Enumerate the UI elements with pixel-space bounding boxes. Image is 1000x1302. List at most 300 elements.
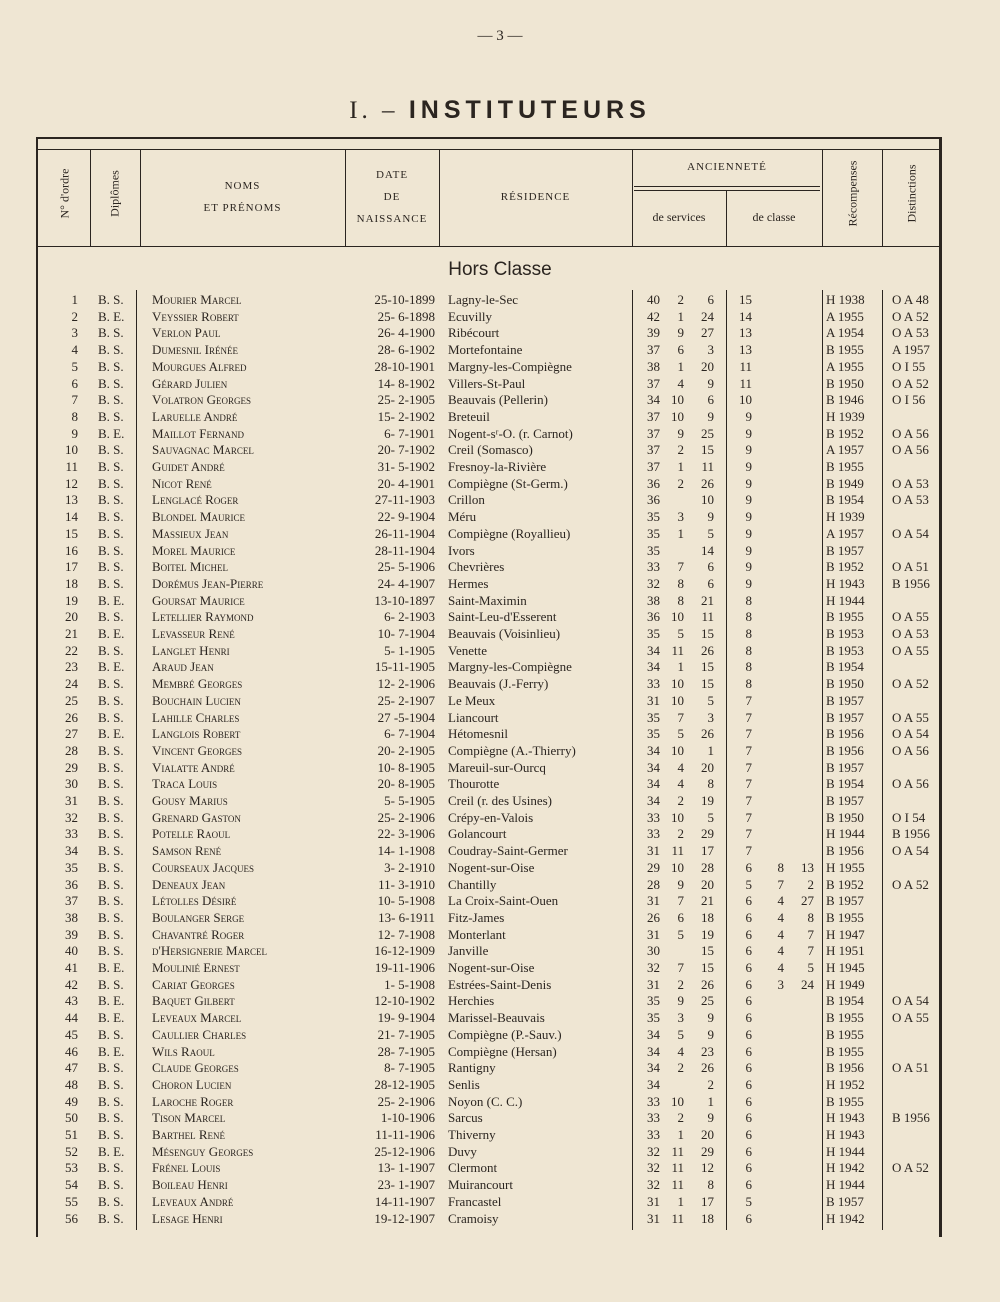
service-years-cell: 33 (647, 1093, 660, 1109)
service-days-cell: 9 (707, 408, 714, 424)
residence-cell: Rantigny (448, 1060, 496, 1076)
residence-cell: Herchies (448, 993, 495, 1009)
residence-cell: Fresnoy-la-Rivière (448, 459, 547, 474)
service-months-cell: 5 (677, 1026, 684, 1042)
service-years-cell: 37 (647, 442, 660, 458)
service-days-cell: 20 (701, 1127, 714, 1142)
class-years-cell: 6 (745, 1093, 752, 1109)
order-cell: 47 (65, 1060, 78, 1076)
service-days-cell: 3 (707, 342, 714, 358)
header-birth-line3: NAISSANCE (356, 213, 428, 225)
class-years-cell: 7 (745, 742, 752, 758)
residence-cell: Hétomesnil (448, 726, 508, 742)
residence-cell: Senlis (448, 1076, 480, 1092)
service-years-cell: 33 (647, 809, 660, 825)
service-days-cell: 6 (707, 559, 714, 575)
reward-cell: A 1957 (826, 525, 864, 541)
residence-cell: Coudray-Saint-Germer (448, 843, 568, 859)
name-cell: Baquet Gilbert (152, 993, 235, 1009)
name-cell: Gérard Julien (152, 375, 228, 391)
header-seniority: ANCIENNETÉ (687, 161, 767, 173)
diploma-cell: B. S. (98, 392, 124, 408)
birth-date-cell: 28- 6-1902 (377, 342, 435, 358)
distinction-cell: O A 56 (892, 742, 929, 758)
name-cell: Laruelle André (152, 408, 238, 424)
table-row (0, 726, 1000, 743)
order-cell: 51 (65, 1127, 78, 1142)
residence-cell: Clermont (448, 1160, 498, 1176)
table-row (0, 693, 1000, 710)
service-years-cell: 33 (647, 1110, 660, 1126)
order-cell: 6 (71, 375, 78, 391)
birth-date-cell: 20- 7-1902 (377, 442, 435, 458)
name-cell: Sauvagnac Marcel (152, 442, 254, 458)
class-years-cell: 9 (745, 525, 752, 541)
reward-cell: B 1957 (826, 759, 864, 775)
name-cell: Letellier Raymond (152, 609, 254, 625)
diploma-cell: B. S. (98, 1177, 124, 1193)
name-cell: Mourgues Alfred (152, 358, 247, 374)
class-years-cell: 8 (745, 626, 752, 641)
order-cell: 38 (65, 909, 78, 925)
name-cell: Lesage Henri (152, 1210, 223, 1226)
residence-cell: Thiverny (448, 1127, 496, 1142)
service-months-cell: 2 (677, 826, 684, 842)
service-years-cell: 31 (647, 926, 660, 942)
service-months-cell: 1 (677, 1193, 684, 1209)
order-cell: 8 (71, 408, 78, 424)
service-days-cell: 29 (701, 1143, 714, 1159)
diploma-cell: B. E. (98, 1010, 125, 1026)
service-days-cell: 25 (701, 993, 714, 1009)
service-months-cell: 1 (677, 1127, 684, 1142)
service-days-cell: 6 (707, 292, 714, 307)
service-months-cell: 6 (677, 909, 684, 925)
diploma-cell: B. S. (98, 1127, 124, 1142)
service-years-cell: 31 (647, 692, 660, 708)
diploma-cell: B. S. (98, 609, 124, 625)
order-cell: 23 (65, 659, 78, 675)
birth-date-cell: 25- 6-1898 (377, 308, 435, 324)
name-cell: Lenglacé Roger (152, 492, 239, 508)
table-row (0, 793, 1000, 810)
diploma-cell: B. S. (98, 876, 124, 892)
table-header (38, 149, 941, 247)
distinction-cell: O A 52 (892, 375, 929, 391)
header-names-line2: ET PRÉNOMS (203, 202, 282, 214)
birth-date-cell: 20- 2-1905 (377, 742, 435, 758)
reward-cell: H 1938 (826, 292, 865, 307)
order-cell: 15 (65, 525, 78, 541)
service-months-cell: 8 (677, 592, 684, 608)
header-rule (822, 150, 823, 246)
order-cell: 53 (65, 1160, 78, 1176)
diploma-cell: B. S. (98, 292, 124, 307)
diploma-cell: B. S. (98, 909, 124, 925)
distinction-cell: B 1956 (892, 1110, 930, 1126)
reward-cell: H 1939 (826, 509, 865, 525)
service-years-cell: 32 (647, 1177, 660, 1193)
class-years-cell: 8 (745, 609, 752, 625)
class-years-cell: 15 (739, 292, 752, 307)
residence-cell: Marissel-Beauvais (448, 1010, 545, 1026)
reward-cell: B 1946 (826, 392, 864, 408)
service-days-cell: 28 (701, 859, 714, 875)
birth-date-cell: 13- 1-1907 (377, 1160, 435, 1176)
service-days-cell: 18 (701, 1210, 714, 1226)
residence-cell: Lagny-le-Sec (448, 292, 519, 307)
class-years-cell: 9 (745, 442, 752, 458)
service-years-cell: 34 (647, 659, 660, 675)
service-years-cell: 35 (647, 525, 660, 541)
diploma-cell: B. S. (98, 342, 124, 358)
order-cell: 52 (65, 1143, 78, 1159)
birth-date-cell: 28-12-1905 (374, 1076, 435, 1092)
reward-cell: B 1955 (826, 342, 864, 358)
service-days-cell: 14 (701, 542, 714, 558)
service-days-cell: 9 (707, 1010, 714, 1026)
diploma-cell: B. S. (98, 325, 124, 341)
name-cell: Mésenguy Georges (152, 1143, 254, 1159)
birth-date-cell: 31- 5-1902 (377, 459, 435, 474)
class-years-cell: 9 (745, 542, 752, 558)
table-row (0, 1144, 1000, 1161)
class-years-cell: 14 (739, 308, 752, 324)
reward-cell: B 1953 (826, 626, 864, 641)
reward-cell: H 1945 (826, 960, 865, 975)
distinction-cell: O A 53 (892, 626, 929, 641)
residence-cell: Janville (448, 943, 489, 959)
residence-cell: Margny-les-Compiègne (448, 659, 572, 675)
service-years-cell: 37 (647, 425, 660, 441)
service-days-cell: 26 (701, 976, 714, 992)
name-cell: Chavantré Roger (152, 926, 245, 942)
name-cell: d'Hersignerie Marcel (152, 943, 268, 959)
service-days-cell: 20 (701, 759, 714, 775)
name-cell: Boitel Michel (152, 559, 228, 575)
class-years-cell: 7 (745, 809, 752, 825)
birth-date-cell: 14- 8-1902 (377, 375, 435, 391)
reward-cell: B 1955 (826, 1043, 864, 1059)
name-cell: Courseaux Jacques (152, 859, 254, 875)
order-cell: 24 (65, 676, 78, 692)
residence-cell: Crépy-en-Valois (448, 809, 534, 825)
table-row (0, 860, 1000, 877)
class-years-cell: 6 (745, 943, 752, 959)
class-years-cell: 6 (745, 1177, 752, 1193)
reward-cell: B 1954 (826, 776, 864, 792)
residence-cell: Creil (Somasco) (448, 442, 533, 458)
birth-date-cell: 10- 5-1908 (377, 893, 435, 909)
distinction-cell: O A 52 (892, 1160, 929, 1176)
order-cell: 37 (65, 893, 78, 909)
service-months-cell: 9 (677, 425, 684, 441)
service-months-cell: 10 (671, 676, 684, 692)
birth-date-cell: 19-12-1907 (374, 1210, 435, 1226)
table-row (0, 459, 1000, 476)
service-years-cell: 35 (647, 726, 660, 742)
residence-cell: Crillon (448, 492, 485, 508)
page-number: — 3 — (477, 28, 523, 44)
residence-cell: Le Meux (448, 692, 496, 708)
distinction-cell: O A 53 (892, 492, 929, 508)
order-cell: 4 (71, 342, 78, 358)
birth-date-cell: 5- 5-1905 (384, 793, 435, 808)
service-years-cell: 31 (647, 893, 660, 909)
table-row (0, 476, 1000, 493)
name-cell: Moulinié Ernest (152, 960, 240, 975)
name-cell: Wils Raoul (152, 1043, 215, 1059)
service-years-cell: 28 (647, 876, 660, 892)
service-days-cell: 26 (701, 475, 714, 491)
table-row (0, 325, 1000, 342)
residence-cell: Chantilly (448, 876, 497, 892)
diploma-cell: B. E. (98, 993, 125, 1009)
diploma-cell: B. S. (98, 709, 124, 725)
order-cell: 56 (65, 1210, 78, 1226)
order-cell: 16 (65, 542, 78, 558)
reward-cell: B 1955 (826, 1093, 864, 1109)
diploma-cell: B. S. (98, 459, 124, 474)
order-cell: 32 (65, 809, 78, 825)
header-distinctions: Distinctions (904, 164, 919, 223)
class-days-cell: 13 (801, 859, 814, 875)
residence-cell: Fitz-James (448, 909, 505, 925)
diploma-cell: B. S. (98, 676, 124, 692)
birth-date-cell: 14- 1-1908 (377, 843, 435, 859)
service-years-cell: 31 (647, 1193, 660, 1209)
class-years-cell: 11 (739, 375, 752, 391)
diploma-cell: B. S. (98, 475, 124, 491)
service-months-cell: 11 (671, 1210, 684, 1226)
class-years-cell: 7 (745, 759, 752, 775)
residence-cell: Saint-Leu-d'Esserent (448, 609, 557, 625)
header-service: de services (652, 210, 706, 224)
table-row (0, 960, 1000, 977)
birth-date-cell: 19-11-1906 (374, 960, 435, 975)
diploma-cell: B. S. (98, 575, 124, 591)
class-years-cell: 6 (745, 1110, 752, 1126)
order-cell: 31 (65, 793, 78, 808)
birth-date-cell: 15-11-1905 (374, 659, 435, 675)
class-years-cell: 9 (745, 492, 752, 508)
diploma-cell: B. S. (98, 525, 124, 541)
service-months-cell: 10 (671, 742, 684, 758)
table-row (0, 676, 1000, 693)
residence-cell: Compiègne (Royallieu) (448, 525, 571, 541)
service-days-cell: 1 (707, 1093, 714, 1109)
residence-cell: Duvy (448, 1143, 477, 1159)
service-years-cell: 34 (647, 759, 660, 775)
name-cell: Araud Jean (152, 659, 214, 675)
table-row (0, 1110, 1000, 1127)
service-days-cell: 12 (701, 1160, 714, 1176)
class-years-cell: 7 (745, 843, 752, 859)
reward-cell: B 1957 (826, 1193, 864, 1209)
table-row (0, 760, 1000, 777)
service-years-cell: 32 (647, 1143, 660, 1159)
order-cell: 2 (71, 308, 78, 324)
class-years-cell: 6 (745, 1127, 752, 1142)
residence-cell: Beauvais (J.-Ferry) (448, 676, 549, 692)
service-days-cell: 17 (701, 843, 714, 859)
class-months-cell: 4 (777, 893, 784, 909)
table-row (0, 543, 1000, 560)
class-months-cell: 7 (777, 876, 784, 892)
table-row (0, 1127, 1000, 1144)
table-row (0, 843, 1000, 860)
service-months-cell: 2 (677, 442, 684, 458)
distinction-cell: O A 53 (892, 475, 929, 491)
seniority-divider (634, 186, 820, 187)
table-row (0, 1010, 1000, 1027)
name-cell: Membré Georges (152, 676, 243, 692)
class-years-cell: 6 (745, 1026, 752, 1042)
class-days-cell: 8 (807, 909, 814, 925)
service-days-cell: 9 (707, 509, 714, 525)
service-days-cell: 15 (701, 960, 714, 975)
class-days-cell: 2 (807, 876, 814, 892)
order-cell: 48 (65, 1076, 78, 1092)
birth-date-cell: 13- 6-1911 (378, 909, 435, 925)
order-cell: 36 (65, 876, 78, 892)
order-cell: 21 (65, 626, 78, 641)
service-years-cell: 33 (647, 559, 660, 575)
birth-date-cell: 5- 1-1905 (384, 642, 435, 658)
class-years-cell: 7 (745, 826, 752, 842)
class-years-cell: 9 (745, 425, 752, 441)
order-cell: 26 (65, 709, 78, 725)
service-years-cell: 34 (647, 1076, 660, 1092)
service-days-cell: 11 (701, 459, 714, 474)
service-years-cell: 37 (647, 375, 660, 391)
service-days-cell: 20 (701, 876, 714, 892)
service-months-cell: 10 (671, 408, 684, 424)
order-cell: 35 (65, 859, 78, 875)
distinction-cell: O A 55 (892, 1010, 929, 1026)
name-cell: Samson René (152, 843, 222, 859)
residence-cell: Nogent-sʳ-O. (r. Carnot) (448, 425, 573, 441)
class-years-cell: 6 (745, 976, 752, 992)
service-months-cell: 2 (677, 1110, 684, 1126)
distinction-cell: O A 55 (892, 642, 929, 658)
name-cell: Leveaux Marcel (152, 1010, 242, 1026)
diploma-cell: B. S. (98, 809, 124, 825)
class-years-cell: 13 (739, 342, 752, 358)
class-years-cell: 8 (745, 659, 752, 675)
service-months-cell: 2 (677, 292, 684, 307)
reward-cell: H 1949 (826, 976, 865, 992)
service-years-cell: 35 (647, 542, 660, 558)
service-months-cell: 1 (677, 459, 684, 474)
order-cell: 1 (71, 292, 78, 307)
birth-date-cell: 25-10-1899 (374, 292, 435, 307)
service-days-cell: 29 (701, 826, 714, 842)
name-cell: Blondel Maurice (152, 509, 245, 525)
service-months-cell: 2 (677, 1060, 684, 1076)
order-cell: 39 (65, 926, 78, 942)
table-row (0, 409, 1000, 426)
reward-cell: A 1955 (826, 358, 864, 374)
name-cell: Grenard Gaston (152, 809, 241, 825)
order-cell: 40 (65, 943, 78, 959)
distinction-cell: O A 54 (892, 993, 929, 1009)
reward-cell: H 1944 (826, 826, 865, 842)
order-cell: 49 (65, 1093, 78, 1109)
order-cell: 13 (65, 492, 78, 508)
class-days-cell: 5 (807, 960, 814, 975)
header-class: de classe (752, 210, 796, 224)
service-years-cell: 35 (647, 993, 660, 1009)
reward-cell: B 1957 (826, 793, 864, 808)
table-row (0, 776, 1000, 793)
service-months-cell: 9 (677, 325, 684, 341)
title-main: INSTITUTEURS (408, 96, 651, 124)
table-row (0, 626, 1000, 643)
service-years-cell: 36 (647, 492, 660, 508)
reward-cell: B 1957 (826, 542, 864, 558)
service-years-cell: 36 (647, 475, 660, 491)
service-months-cell: 7 (677, 893, 684, 909)
birth-date-cell: 6- 7-1901 (384, 425, 435, 441)
birth-date-cell: 20- 8-1905 (377, 776, 435, 792)
reward-cell: H 1942 (826, 1210, 865, 1226)
class-years-cell: 9 (745, 509, 752, 525)
diploma-cell: B. S. (98, 793, 124, 808)
class-years-cell: 8 (745, 592, 752, 608)
class-years-cell: 6 (745, 859, 752, 875)
reward-cell: H 1942 (826, 1160, 865, 1176)
table-row (0, 1177, 1000, 1194)
name-cell: Nicot René (152, 475, 212, 491)
reward-cell: B 1956 (826, 726, 864, 742)
distinction-cell: O A 48 (892, 292, 929, 307)
service-days-cell: 5 (707, 809, 714, 825)
birth-date-cell: 13-10-1897 (374, 592, 435, 608)
header-names-line1: NOMS (224, 180, 261, 192)
name-cell: Maillot Fernand (152, 425, 245, 441)
order-cell: 50 (65, 1110, 78, 1126)
reward-cell: H 1944 (826, 592, 865, 608)
service-years-cell: 37 (647, 408, 660, 424)
service-days-cell: 11 (701, 609, 714, 625)
seniority-divider (634, 190, 820, 191)
order-cell: 42 (65, 976, 78, 992)
diploma-cell: B. S. (98, 1076, 124, 1092)
service-months-cell: 4 (677, 375, 684, 391)
service-years-cell: 29 (647, 859, 660, 875)
residence-cell: Nogent-sur-Oise (448, 859, 535, 875)
service-months-cell: 9 (677, 993, 684, 1009)
service-days-cell: 19 (701, 793, 714, 808)
table-row (0, 509, 1000, 526)
reward-cell: B 1957 (826, 893, 864, 909)
name-cell: Gousy Marius (152, 793, 228, 808)
order-cell: 33 (65, 826, 78, 842)
birth-date-cell: 22- 9-1904 (377, 509, 435, 525)
distinction-cell: O I 55 (892, 358, 926, 374)
residence-cell: Ivors (448, 542, 475, 558)
diploma-cell: B. E. (98, 626, 125, 641)
table-row (0, 743, 1000, 760)
table-row (0, 927, 1000, 944)
distinction-cell: O A 56 (892, 425, 929, 441)
service-years-cell: 36 (647, 609, 660, 625)
reward-cell: A 1957 (826, 442, 864, 458)
name-cell: Vialatte André (152, 759, 235, 775)
service-years-cell: 35 (647, 509, 660, 525)
service-months-cell: 10 (671, 859, 684, 875)
